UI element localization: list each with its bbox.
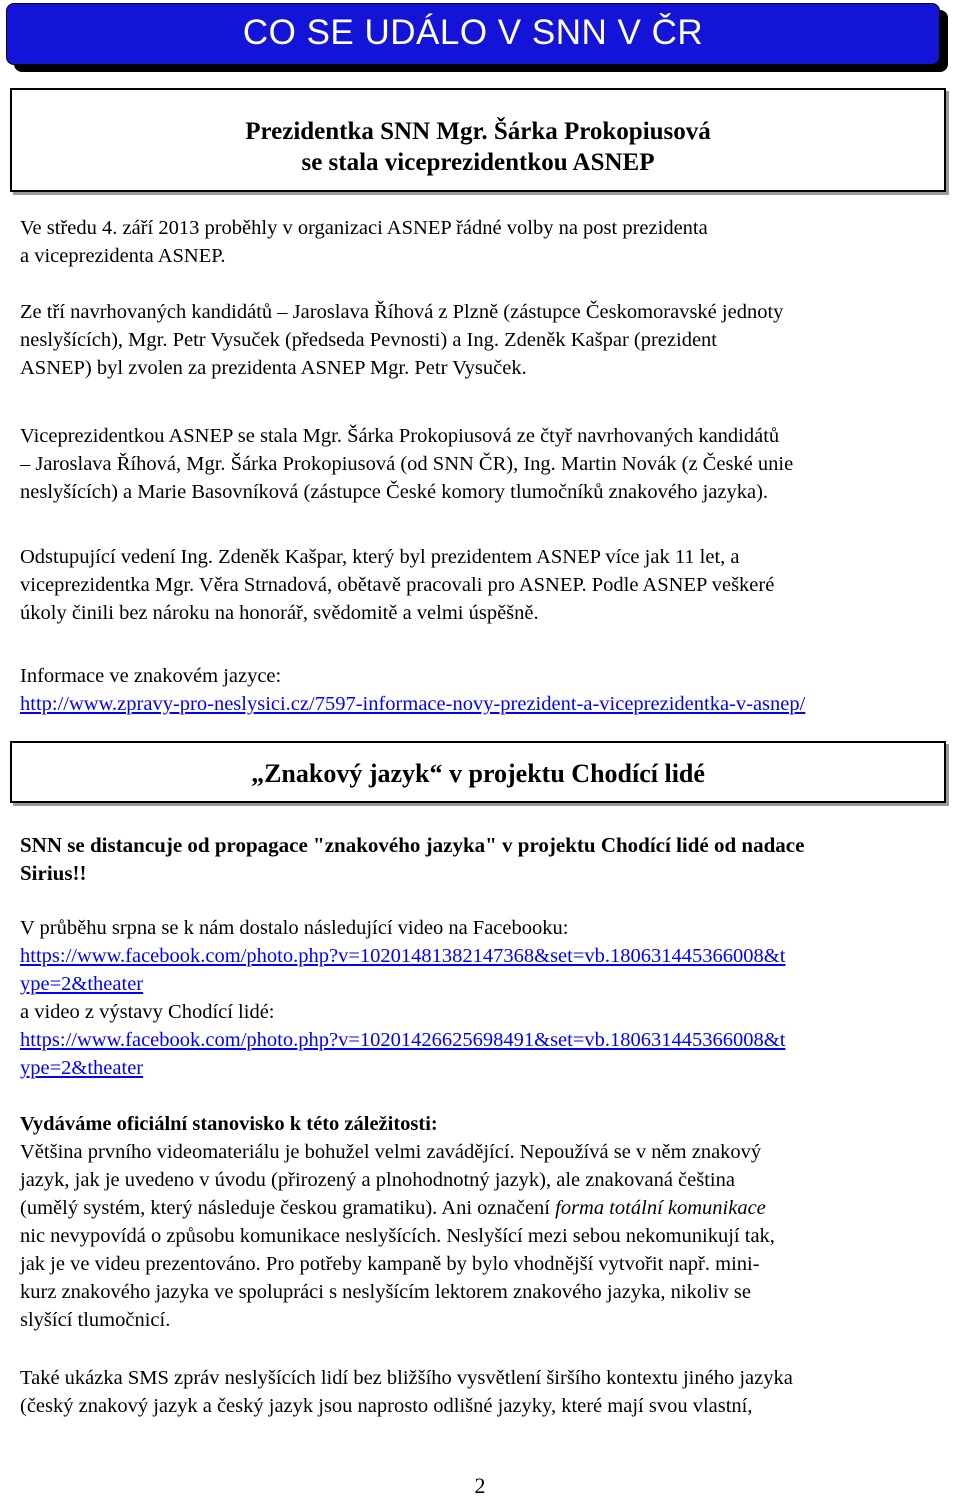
paragraph-line: úkoly činili bez nároku na honorář, svědomitě a velmi úspěšně. — [20, 602, 539, 624]
facebook-link-1[interactable]: ype=2&theater — [20, 973, 144, 995]
paragraph-line: a viceprezidenta ASNEP. — [20, 245, 226, 267]
paragraph-line: jazyk, jak je uvedeno v úvodu (přirozený a plnohodnotný jazyk), ale znakovaná čeština — [20, 1169, 735, 1191]
paragraph-line: neslyšících), Mgr. Petr Vysuček (předseda Pevnosti) a Ing. Zdeněk Kašpar (prezident — [20, 329, 717, 351]
facebook-link-1[interactable]: https://www.facebook.com/photo.php?v=10201481382147368&set=vb.180631445366008&t — [20, 945, 786, 967]
paragraph-line: Většina prvního videomateriálu je bohužel velmi zavádějící. Nepoužívá se v něm znakový — [20, 1141, 762, 1163]
article-headline-line: se stala viceprezidentkou ASNEP — [301, 149, 655, 176]
paragraph-line: Ve středu 4. září 2013 proběhly v organizaci ASNEP řádné volby na post prezidenta — [20, 217, 708, 239]
paragraph-text: (umělý systém, který následuje českou gramatiku). Ani označení — [20, 1197, 556, 1219]
paragraph-line: ASNEP) byl zvolen za prezidenta ASNEP Mgr. Petr Vysuček. — [20, 357, 527, 379]
section-banner — [6, 3, 940, 65]
paragraph-line: viceprezidentka Mgr. Věra Strnadová, obětavě pracovali pro ASNEP. Podle ASNEP veškeré — [20, 574, 775, 596]
paragraph-line — [20, 1194, 940, 1222]
article-headline-line: Prezidentka SNN Mgr. Šárka Prokopiusová — [245, 118, 711, 145]
paragraph-line: jak je ve videu prezentováno. Pro potřeby kampaně by bylo vhodnější vytvořit např. mini- — [20, 1253, 760, 1275]
paragraph-line: – Jaroslava Říhová, Mgr. Šárka Prokopiusová (od SNN ČR), Ing. Martin Novák (z České unie — [20, 453, 794, 475]
facebook-link-2[interactable]: ype=2&theater — [20, 1057, 144, 1079]
info-link[interactable]: http://www.zpravy-pro-neslysici.cz/7597-informace-novy-prezident-a-viceprezidentka-v-asnep/ — [20, 693, 806, 715]
paragraph-line: slyšící tlumočnicí. — [20, 1309, 171, 1331]
paragraph-line: V průběhu srpna se k nám dostalo následující video na Facebooku: — [20, 917, 569, 939]
article-headline-box — [10, 88, 946, 192]
paragraph-line: Odstupující vedení Ing. Zdeněk Kašpar, který byl prezidentem ASNEP více jak 11 let, a — [20, 546, 740, 568]
article-headline-box — [10, 741, 946, 803]
facebook-link-2[interactable]: https://www.facebook.com/photo.php?v=10201426625698491&set=vb.180631445366008&t — [20, 1029, 786, 1051]
subheading: Vydáváme oficiální stanovisko k této záležitosti: — [20, 1113, 438, 1135]
paragraph-line: (český znakový jazyk a český jazyk jsou naprosto odlišné jazyky, které mají svou vlastní, — [20, 1395, 753, 1417]
banner-title: CO SE UDÁLO V SNN V ČR — [242, 13, 704, 52]
emphasis-text: forma totální komunikace — [555, 1197, 766, 1219]
statement-line: SNN se distancuje od propagace "znakového jazyka" v projektu Chodící lidé od nadace — [20, 833, 805, 857]
paragraph-line: kurz znakového jazyka ve spolupráci s neslyšícím lektorem znakového jazyka, nikoliv se — [20, 1281, 751, 1303]
info-label: Informace ve znakovém jazyce: — [20, 665, 282, 687]
paragraph-line: nic nevypovídá o způsobu komunikace neslyšících. Neslyšící mezi sebou nekomunikují tak, — [20, 1225, 775, 1247]
paragraph-line: Viceprezidentkou ASNEP se stala Mgr. Šárka Prokopiusová ze čtyř navrhovaných kandidátů — [20, 425, 780, 447]
paragraph-line: Ze tří navrhovaných kandidátů – Jaroslava Říhová z Plzně (zástupce Českomoravské jednoty — [20, 301, 784, 323]
statement-line: Sirius!! — [20, 861, 87, 885]
article-headline-line: „Znakový jazyk“ v projektu Chodící lidé — [251, 759, 705, 788]
paragraph-line: a video z výstavy Chodící lidé: — [20, 1001, 275, 1023]
paragraph-line: neslyšících) a Marie Basovníková (zástupce České komory tlumočníků znakového jazyka). — [20, 481, 769, 503]
page-number: 2 — [474, 1473, 486, 1498]
paragraph-line: Také ukázka SMS zpráv neslyšících lidí bez bližšího vysvětlení širšího kontextu jiného jazyka — [20, 1367, 793, 1389]
